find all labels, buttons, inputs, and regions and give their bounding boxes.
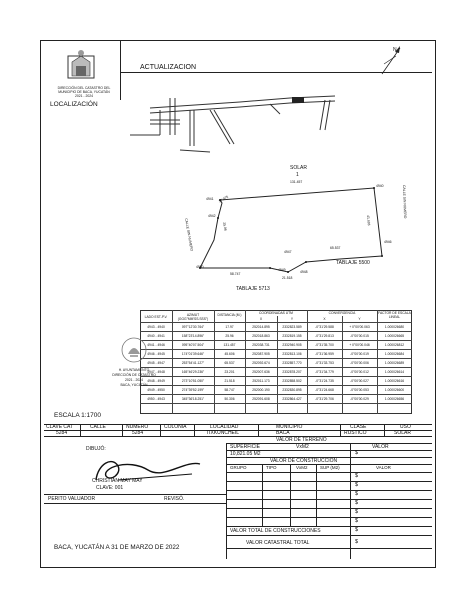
- measure-cell: 095°40'07.504": [181, 343, 205, 347]
- measure-cell: 21.518: [224, 379, 235, 383]
- col-azimut: AZIMUT (GGG°MM'SS.SSS"): [177, 313, 209, 321]
- measure-cell: 158°23'14.896": [181, 334, 205, 338]
- vertex-4942: 4942: [208, 214, 216, 218]
- col-conv-y: Y: [358, 317, 361, 321]
- national-seal-icon: [120, 336, 148, 364]
- measure-cell: -0°00'00.029: [350, 397, 369, 401]
- measure-cell: + 0°00'00.063: [349, 325, 370, 329]
- col-utm-group: COORDENADAS UTM: [259, 311, 293, 315]
- measure-cell: 4949 - 4950: [147, 388, 165, 392]
- scale-label: ESCALA 1:1700: [54, 412, 101, 419]
- construccion-col-grupo: GRUPO: [230, 465, 247, 470]
- measure-cell: 097°12'30.764": [181, 325, 205, 329]
- measure-cell: 252000.190: [252, 388, 270, 392]
- distance-right: 41.606: [366, 215, 371, 226]
- construccion-row-currency: $: [355, 473, 359, 479]
- measure-cell: -0°31'36.959: [315, 352, 334, 356]
- place-date: BACA, YUCATÁN A 31 DE MARZO DE 2022: [54, 544, 180, 551]
- measure-cell: 165°46'29.236": [181, 370, 205, 374]
- calle-left-label: CALLE SIN NUMERO: [184, 218, 194, 252]
- measure-cell: 1.000026656: [384, 397, 405, 401]
- terreno-col-valor: VALOR: [372, 444, 389, 450]
- measure-cell: 4950 - 4943: [147, 397, 165, 401]
- terreno-currency: $: [355, 450, 359, 456]
- measure-cell: 1.000026616: [384, 379, 405, 383]
- distance-top: 131.457: [290, 180, 303, 184]
- terreno-col-vxm2: VxM2: [296, 444, 309, 450]
- info-header-clase: CLASE: [350, 424, 367, 430]
- solar-label: SOLAR: [290, 165, 307, 171]
- construccion-col-valor: VALOR: [376, 465, 391, 470]
- col-conv-x: X: [323, 317, 326, 321]
- reviso-label: REVISÓ.: [164, 496, 185, 502]
- measure-cell: 4941 - 4946: [147, 343, 165, 347]
- measure-cell: 4945 - 4947: [147, 361, 165, 365]
- construccion-col-tipo: TIPO: [266, 465, 277, 470]
- measure-cell: -0°31'24.735: [315, 379, 334, 383]
- vertex-4940: 4940: [376, 184, 384, 188]
- measure-cell: 2332864.427: [282, 397, 302, 401]
- dibujo-label: DIBUJÓ:: [86, 446, 106, 452]
- measure-cell: 2332858.502: [282, 379, 302, 383]
- measure-cell: -0°31'29.588: [315, 325, 334, 329]
- measure-cell: 252007.636: [252, 370, 270, 374]
- construccion-row-line: [226, 517, 432, 518]
- construccion-row-line: [226, 499, 432, 500]
- measure-cell: 23.201: [224, 370, 235, 374]
- measure-cell: + 0°00'00.046: [349, 343, 370, 347]
- col-conv-group: CONVERGENCIA: [328, 311, 356, 315]
- construccion-col-sup: SUP (M2): [320, 465, 340, 470]
- construccion-row-currency: $: [355, 518, 359, 524]
- vertex-4949: 4949: [278, 268, 286, 272]
- municipal-logo: [62, 48, 100, 84]
- measure-cell: -0°31'34.779: [315, 370, 334, 374]
- measure-cell: 174°01'39.646": [181, 352, 205, 356]
- tablaje-right-label: TABLAJE 5500: [336, 260, 370, 266]
- perito-label: PERITO VALUADOR: [48, 496, 96, 502]
- col-lado: LADO EST-P.V.: [144, 315, 168, 319]
- measure-cell: 1.000026600: [384, 388, 405, 392]
- measure-cell: 25.96: [225, 334, 234, 338]
- measure-cell: 4947 - 4948: [147, 370, 165, 374]
- measure-cell: 2332819.155: [282, 334, 302, 338]
- measure-cell: -0°31'24.668: [315, 388, 334, 392]
- info-header-numero: NUMERO: [126, 424, 149, 430]
- terreno-col-superficie: SUPERFICIE: [230, 444, 261, 450]
- measure-cell: 252087.905: [252, 352, 270, 356]
- construccion-row-line: [226, 472, 432, 473]
- seal-line-4: BACA, YUCATÁN: [120, 383, 148, 387]
- measure-cell: 2332823.589: [282, 325, 302, 329]
- measure-cell: -0°00'00.012: [350, 370, 369, 374]
- measure-cell: 345°36'18.251": [181, 397, 205, 401]
- measure-cell: 1.000026684: [384, 352, 405, 356]
- col-utm-y: Y: [290, 317, 294, 321]
- terreno-superficie-value: 10,821.05 M2: [230, 451, 261, 457]
- measure-cell: 252091.608: [252, 397, 270, 401]
- measure-cell: -0°31'29.813: [315, 334, 334, 338]
- distance-small-left: 17.975: [218, 194, 229, 204]
- vertex-4950: 4950: [196, 265, 204, 269]
- measure-cell: 252014.895: [252, 325, 270, 329]
- col-factor: FACTOR DE ESCALA LINEAL: [378, 311, 411, 319]
- measure-cell: 1.000026812: [384, 343, 405, 347]
- total-construcciones-label: VALOR TOTAL DE CONSTRUCCIONES: [230, 528, 321, 534]
- institution-line-3: 2021 - 2024: [74, 94, 94, 98]
- measure-cell: -0°00'00.006: [350, 361, 369, 365]
- seal-line-1: H. AYUNTAMIENTO: [118, 368, 150, 372]
- construccion-col-vxm2: VxM2: [296, 465, 308, 470]
- construccion-row-line: [226, 490, 432, 491]
- info-header-municipio: MUNICIPIO: [276, 424, 303, 430]
- measure-cell: -0°31'33.753: [315, 361, 334, 365]
- solar-number: 1: [296, 172, 299, 178]
- col-distancia: DISTANCIA (M.): [217, 313, 242, 317]
- seal-line-3: 2021 - 2024: [124, 378, 144, 382]
- measure-cell: -0°00'00.015: [350, 334, 369, 338]
- info-header-clave: CLAVE CAT: [46, 424, 74, 430]
- measure-cell: 58.747: [224, 388, 235, 392]
- measure-cell: 252011.173: [252, 379, 270, 383]
- measure-cell: 252038.731: [252, 343, 270, 347]
- info-header-localidad: LOCALIDAD: [210, 424, 239, 430]
- catastral-total-currency: $: [355, 539, 359, 545]
- parcel-drawing: [170, 180, 400, 290]
- construccion-row-currency: $: [355, 491, 359, 497]
- measure-cell: 252092.674: [252, 361, 270, 365]
- info-value-numero: 5284: [132, 430, 144, 436]
- info-header-colonia: COLONIA: [164, 424, 187, 430]
- institution-line-1: DIRECCIÓN DEL CATASTRO DEL: [57, 86, 111, 90]
- measure-cell: 253°54'41.127": [181, 361, 205, 365]
- measure-cell: 17.97: [225, 325, 234, 329]
- vertex-4941: 4941: [206, 197, 214, 201]
- measure-cell: 252018.863: [252, 334, 270, 338]
- vertex-4948: 4948: [300, 270, 308, 274]
- dibujo-name: CHRISTIAN MAY MAY: [92, 478, 143, 484]
- update-title: ACTUALIZACION: [140, 64, 197, 71]
- measure-cell: 1.000026680: [384, 325, 405, 329]
- measure-cell: 50.306: [224, 397, 235, 401]
- col-utm-x: X: [259, 317, 263, 321]
- location-sketch: [120, 80, 340, 160]
- vertex-4947: 4947: [284, 250, 292, 254]
- measure-cell: -0°31'29.706: [315, 397, 334, 401]
- dibujo-clave: CLAVE: 001: [96, 485, 124, 491]
- measure-cell: 1.000026614: [384, 370, 405, 374]
- measure-cell: 274°39'52.199": [181, 388, 205, 392]
- info-header-uso: USO: [400, 424, 411, 430]
- measure-cell: 2332830.895: [282, 388, 302, 392]
- institution-line-2: MUNICIPIO DE BACA, YUCATÁN: [58, 90, 110, 94]
- measure-cell: -0°31'35.700: [315, 343, 334, 347]
- measure-cell: 131.457: [223, 343, 236, 347]
- total-construcciones-currency: $: [355, 527, 359, 533]
- construccion-title: VALOR DE CONSTRUCCIÓN: [270, 458, 338, 464]
- tablaje-bottom-label: TABLAJE 5713: [236, 286, 270, 292]
- measure-cell: 1.000026689: [384, 361, 405, 365]
- info-value-clase: RUSTICO: [344, 430, 367, 436]
- distance-left-upper: 25.96: [222, 222, 228, 232]
- info-value-clave: 5284: [56, 430, 68, 436]
- distance-mid: 65.537: [330, 246, 341, 250]
- seal-line-2: DIRECCIÓN DE CATASTRO: [112, 373, 156, 377]
- measure-cell: 1.000026665: [384, 334, 405, 338]
- catastral-total-label: VALOR CATASTRAL TOTAL: [246, 540, 310, 546]
- north-label: N: [393, 47, 397, 53]
- measure-cell: -0°00'00.053: [350, 388, 369, 392]
- measure-cell: 2332813.106: [282, 352, 302, 356]
- vertex-4946: 4946: [384, 240, 392, 244]
- measure-cell: 4946 - 4945: [147, 352, 165, 356]
- measure-cell: 2332857.770: [282, 361, 302, 365]
- measure-cell: 2332878.207: [282, 370, 302, 374]
- construccion-row-currency: $: [355, 509, 359, 515]
- distance-corner: 21.518: [282, 276, 293, 280]
- measure-cell: 45.606: [224, 352, 235, 356]
- terreno-title: VALOR DE TERRENO: [276, 437, 327, 443]
- measure-cell: 65.537: [224, 361, 235, 365]
- construccion-row-currency: $: [355, 482, 359, 488]
- measure-cell: 273°10'51.050": [181, 379, 205, 383]
- measure-cell: 4948 - 4949: [147, 379, 165, 383]
- info-header-calle: CALLE: [90, 424, 106, 430]
- measure-cell: -0°00'00.019: [350, 352, 369, 356]
- construccion-row-line: [226, 481, 432, 482]
- location-title: LOCALIZACIÓN: [50, 101, 98, 108]
- measure-cell: 4943 - 4940: [147, 325, 165, 329]
- calle-right-label: CALLE SIN NUMERO: [402, 185, 408, 219]
- measure-cell: 4940 - 4941: [147, 334, 165, 338]
- info-value-municipio: BACA: [276, 430, 290, 436]
- north-arrow-icon: [378, 42, 404, 78]
- construccion-row-currency: $: [355, 500, 359, 506]
- construccion-row-line: [226, 508, 432, 509]
- info-value-localidad: TIXKUNCHEIL: [206, 430, 240, 436]
- measure-cell: -0°00'00.027: [350, 379, 369, 383]
- measure-cell: 2332940.905: [282, 343, 302, 347]
- distance-bottom: 58.747: [230, 272, 241, 276]
- info-value-uso: SOLAR: [394, 430, 411, 436]
